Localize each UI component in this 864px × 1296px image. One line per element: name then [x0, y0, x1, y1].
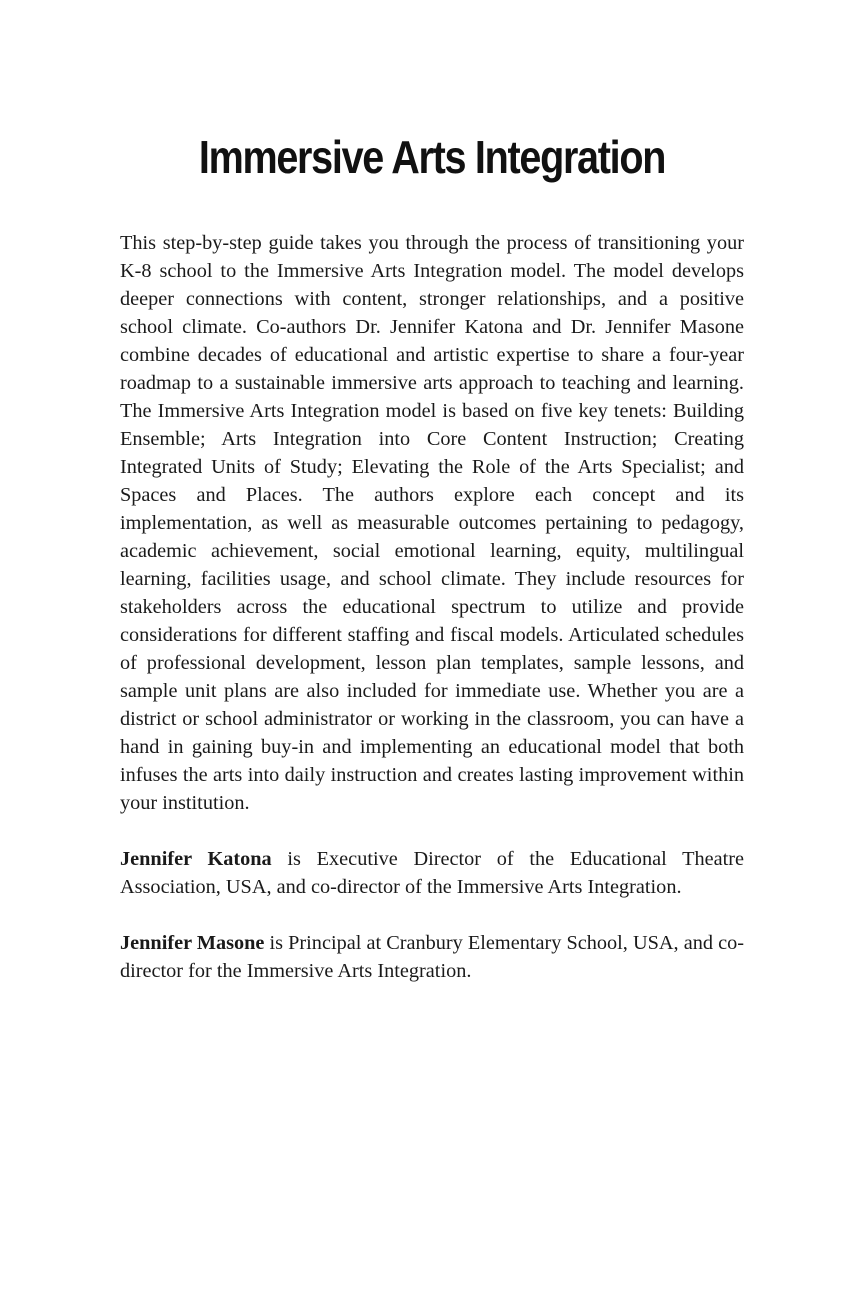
author-bio-text-masone: is Principal at Cranbury Elementary School, USA, and co-director for the Immersive Arts Integration. [120, 932, 744, 982]
book-description: This step-by-step guide takes you through the process of transitioning your K-8 school to the Immersive Arts Integration model. The model develops deeper connections with content, stronger relationships, and a positive school climate. Co-authors Dr. Jennifer Katona and Dr. Jennifer Masone combine decades of educational and artistic expertise to share a four-year roadmap to a sustainable immersive arts approach to teaching and learning. The Immersive Arts Integration model is based on five key tenets: Building Ensemble; Arts Integration into Core Content Instruction; Creating Integrated Units of Study; Elevating the Role of the Arts Specialist; and Spaces and Places. The authors explore each concept and its implementation, as well as measurable outcomes pertaining to pedagogy, academic achievement, social emotional learning, equity, multilingual learning, facilities usage, and school climate. They include resources for stakeholders across the educational spectrum to utilize and provide considerations for different staffing and fiscal models. Articulated schedules of professional development, lesson plan templates, sample lessons, and sample unit plans are also included for immediate use. Whether you are a district or school administrator or working in the classroom, you can have a hand in gaining buy-in and implementing an educational model that both infuses the arts into daily instruction and creates lasting improvement within your institution. [120, 232, 744, 814]
author-name-masone: Jennifer Masone [120, 932, 265, 954]
author-bio-katona [120, 845, 744, 901]
author-bio-masone [120, 929, 744, 985]
text-body [120, 229, 744, 1013]
author-name-katona: Jennifer Katona [120, 848, 272, 870]
page-title: Immersive Arts Integration [198, 131, 666, 183]
author-bio-text-katona: is Executive Director of the Educational Theatre Association, USA, and co-director of the Immersive Arts Integration. [120, 848, 745, 898]
